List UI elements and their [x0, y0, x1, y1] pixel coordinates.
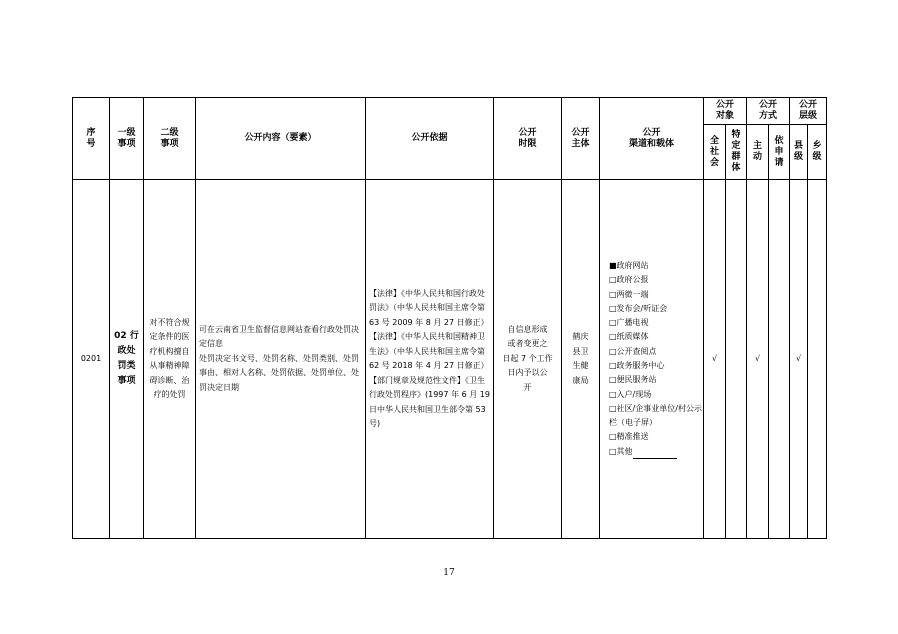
- cell-seq: 0201: [73, 180, 110, 539]
- cell-county: √: [790, 180, 808, 539]
- channel-item: □社区/企事业单位/村公示栏（电子屏）: [609, 403, 702, 428]
- header-active: 主 动: [747, 125, 769, 180]
- cell-level2: 对不符合规 定条件的医 疗机构擅自 从事精神障 碍诊断、治 疗的处罚: [144, 180, 196, 539]
- channel-item: ■政府网站: [609, 260, 649, 270]
- header-time-limit: 公开 时限: [494, 98, 562, 180]
- header-level-group: 公开 层级: [790, 98, 827, 125]
- table-row: [73, 180, 827, 539]
- basis-item: 【法律】《中华人民共和国行政处罚法》（中华人民共和国主席令第 63 号 2009 年 8 月 27 日修正）: [369, 288, 489, 327]
- blank-line: [633, 449, 677, 459]
- page-number: 17: [443, 568, 455, 578]
- channel-item: □政府公报: [609, 275, 649, 285]
- channel-item: □入户/现场: [609, 389, 652, 399]
- basis-item: 【部门规章及规范性文件】《卫生行政处罚程序》(1997 年 6 月 19 日中华人民共和国卫生部令第 53 号): [369, 375, 490, 428]
- header-township: 乡 级: [808, 125, 827, 180]
- channel-item: □两微一端: [609, 289, 649, 299]
- header-content: 公开内容（要素）: [196, 98, 366, 180]
- cell-subject: 鹤庆 县卫 生健 康局: [562, 180, 600, 539]
- header-subject: 公开 主体: [562, 98, 600, 180]
- header-seq: 序 号: [73, 98, 110, 180]
- cell-basis: [366, 180, 494, 539]
- cell-level1: 02 行 政处 罚类 事项: [110, 180, 144, 539]
- header-on-request: 依 申 请: [769, 125, 790, 180]
- header-method-group: 公开 方式: [747, 98, 790, 125]
- cell-channel: [600, 180, 704, 539]
- cell-on-request: [769, 180, 790, 539]
- channel-item: □便民服务站: [609, 375, 657, 385]
- channel-item: □广播电视: [609, 318, 649, 328]
- cell-specific-group: [726, 180, 747, 539]
- header-specific-group: 特 定 群 体: [726, 125, 747, 180]
- channel-item: □政务服务中心: [609, 361, 665, 370]
- cell-township: [808, 180, 827, 539]
- channel-item: □纸质媒体: [609, 332, 649, 342]
- header-county: 县 级: [790, 125, 808, 180]
- channel-item: □发布会/听证会: [609, 303, 668, 313]
- cell-active: √: [747, 180, 769, 539]
- channel-item: □精准推送: [609, 432, 649, 442]
- header-target-group: 公开 对象: [704, 98, 747, 125]
- cell-time-limit: 自信息形成 或者变更之 日起 7 个工作 日内予以公 开: [494, 180, 562, 539]
- header-level1: 一级 事项: [110, 98, 144, 180]
- header-all-society: 全 社 会: [704, 125, 726, 180]
- channel-item: □公开查阅点: [609, 346, 657, 356]
- header-level2: 二级 事项: [144, 98, 196, 180]
- cell-content: 可在云南省卫生监督信息网站查看行政处罚决定信息 处罚决定书文号、处罚名称、处罚类别、处罚事由、相对人名称、处罚依据、处罚单位、处罚决定日期: [196, 180, 366, 539]
- channel-item-other: □其他: [609, 445, 703, 459]
- disclosure-table: [72, 97, 827, 539]
- header-channel: 公开 渠道和载体: [600, 98, 704, 180]
- basis-item: 【法律】《中华人民共和国精神卫生法》（中华人民共和国主席令第 62 号 2018 年 4 月 27 日修正）: [369, 332, 489, 370]
- header-basis: 公开依据: [366, 98, 494, 180]
- cell-all-society: √: [704, 180, 726, 539]
